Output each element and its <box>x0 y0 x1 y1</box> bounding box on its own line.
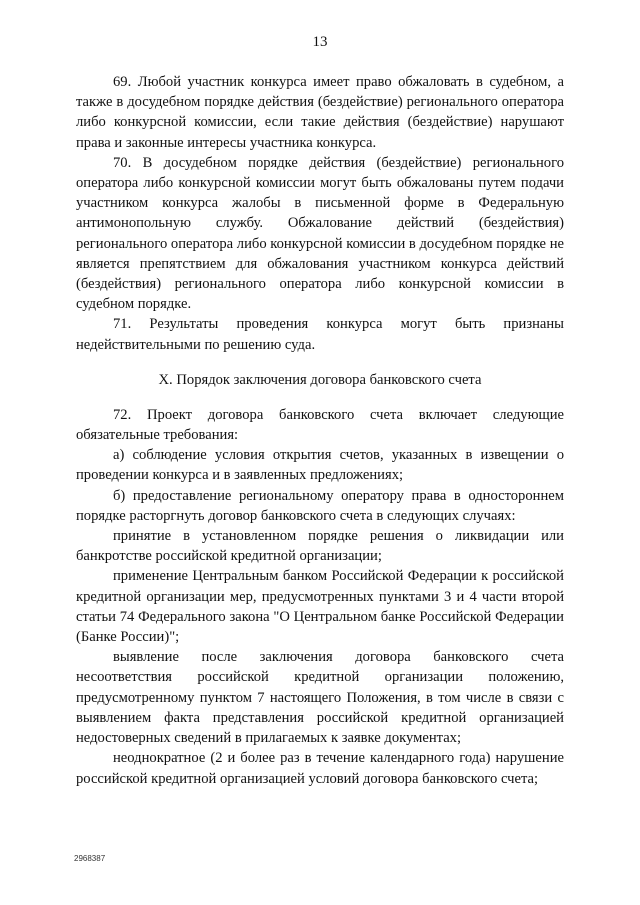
page-number: 13 <box>312 34 328 50</box>
subitem-a: а) соблюдение условия открытия счетов, указанных в извещении о проведении конкурса и в заявленных предложениях; <box>76 447 564 484</box>
paragraph-69: 69. Любой участник конкурса имеет право обжаловать в судебном, а также в досудебном порядке действия (бездействие) регионального оператора либо конкурсной комиссии, если такие действия (бездействие) нарушают права и законные интересы участника конкурса. <box>76 74 564 151</box>
document-code: 2968387 <box>74 854 106 863</box>
document-body <box>76 72 564 789</box>
subitem-b: б) предоставление региональному оператору права в одностороннем порядке расторгнуть договор банковского счета в следующих случаях: <box>76 487 564 524</box>
paragraph-71: 71. Результаты проведения конкурса могут быть признаны недействительными по решению суда. <box>76 316 564 353</box>
case-nonconformity: выявление после заключения договора банковского счета несоответствия российской кредитной организации положению, предусмотренному пунктом 7 настоящего Положения, в том числе в связи с выявлением факта представления российской кредитной организацией недостоверных сведений в прилагаемых к заявке документах; <box>76 649 564 747</box>
case-central-bank-measures: применение Центральным банком Российской Федерации к российской кредитной организации мер, предусмотренных пунктами 3 и 4 части второй статьи 74 Федерального закона "О Центральном банке Российской Федерации (Банке России)"; <box>76 568 564 646</box>
case-repeated-violation: неоднократное (2 и более раз в течение календарного года) нарушение российской кредитной организацией условий договора банковского счета; <box>76 750 564 787</box>
paragraph-70: 70. В досудебном порядке действия (бездействие) регионального оператора либо конкурсной комиссии могут быть обжалованы путем подачи участником конкурса жалобы в письменной форме в Федеральную антимонопольную службу. Обжалование действий (бездействия) регионального оператора либо конкурсной комиссии в досудебном порядке не является препятствием для обжалования участником конкурса действий (бездействия) регионального оператора либо конкурсной комиссии в судебном порядке. <box>76 154 564 313</box>
section-heading: X. Порядок заключения договора банковского счета <box>158 371 482 388</box>
paragraph-72: 72. Проект договора банковского счета включает следующие обязательные требования: <box>76 406 564 444</box>
case-liquidation: принятие в установленном порядке решения о ликвидации или банкротстве российской кредитной организации; <box>76 528 564 565</box>
